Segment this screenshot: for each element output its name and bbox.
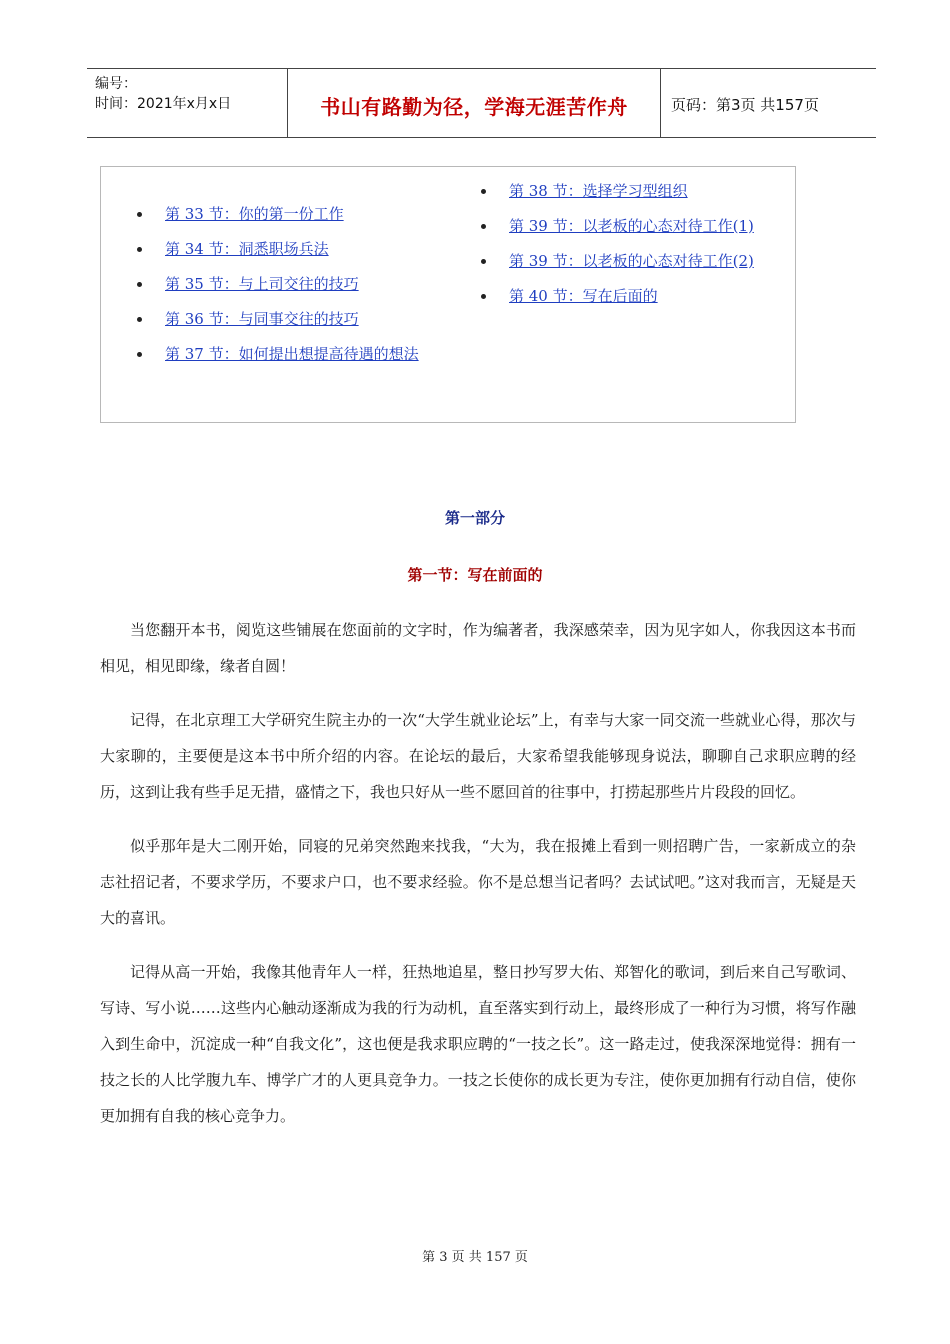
document-number-label: 编号： <box>95 76 137 92</box>
toc-link[interactable]: 第 37 节：如何提出想提高待遇的想法 <box>165 345 419 363</box>
document-time-label: 时间：2021年x月x日 <box>95 96 232 112</box>
header-info-cell <box>87 69 288 137</box>
header-page-number: 页码：第3页 共157页 <box>671 96 819 114</box>
chapter-title: 第一节：写在前面的 <box>407 566 543 584</box>
toc-link[interactable]: 第 36 节：与同事交往的技巧 <box>165 310 359 328</box>
toc-link[interactable]: 第 40 节：写在后面的 <box>509 287 658 305</box>
toc-link[interactable]: 第 39 节：以老板的心态对待工作(2) <box>509 252 754 270</box>
bullet-icon <box>481 189 486 194</box>
bullet-icon <box>481 224 486 229</box>
header-motto-cell <box>288 69 661 137</box>
header-motto: 书山有路勤为径，学海无涯苦作舟 <box>320 95 628 119</box>
toc-link[interactable]: 第 34 节：洞悉职场兵法 <box>165 240 329 258</box>
bullet-icon <box>137 247 142 252</box>
bullet-icon <box>137 352 142 357</box>
page-header <box>87 68 876 138</box>
bullet-icon <box>137 317 142 322</box>
bullet-icon <box>481 294 486 299</box>
bullet-icon <box>137 282 142 287</box>
paragraph: 记得从高一开始，我像其他青年人一样，狂热地追星，整日抄写罗大佑、郑智化的歌词，到后来自己写歌词、写诗、写小说……这些内心触动逐渐成为我的行为动机，直至落实到行动上，最终形成了一种行为习惯，将写作融入到生命中，沉淀成一种“自我文化”，这也便是我求职应聘的“一技之长”。这一路走过，使我深深地觉得：拥有一技之长的人比学腹九车、博学广才的人更具竞争力。一技之长使你的成长更为专注，使你更加拥有行动自信，使你更加拥有自我的核心竞争力。 <box>100 963 856 1125</box>
toc-link[interactable]: 第 35 节：与上司交往的技巧 <box>165 275 359 293</box>
paragraph: 记得，在北京理工大学研究生院主办的一次“大学生就业论坛”上，有幸与大家一同交流一些就业心得，那次与大家聊的，主要便是这本书中所介绍的内容。在论坛的最后，大家希望我能够现身说法，聊聊自己求职应聘的经历，这到让我有些手足无措，盛情之下，我也只好从一些不愿回首的往事中，打捞起那些片片段段的回忆。 <box>100 711 856 801</box>
bullet-icon <box>481 259 486 264</box>
header-page-cell <box>661 69 876 137</box>
body-text <box>100 612 856 1152</box>
toc-link[interactable]: 第 33 节：你的第一份工作 <box>165 205 344 223</box>
toc-link[interactable]: 第 39 节：以老板的心态对待工作(1) <box>509 217 754 235</box>
toc-link[interactable]: 第 38 节：选择学习型组织 <box>509 182 688 200</box>
part-title: 第一部分 <box>444 509 505 527</box>
page-footer: 第 3 页 共 157 页 <box>422 1250 528 1265</box>
table-of-contents <box>100 166 796 423</box>
paragraph: 似乎那年是大二刚开始，同寝的兄弟突然跑来找我，“大为，我在报摊上看到一则招聘广告，一家新成立的杂志社招记者，不要求学历，不要求户口，也不要求经验。你不是总想当记者吗？去试试吧。”这对我而言，无疑是天大的喜讯。 <box>100 837 856 927</box>
paragraph: 当您翻开本书，阅览这些铺展在您面前的文字时，作为编著者，我深感荣幸，因为见字如人，你我因这本书而相见，相见即缘，缘者自圆！ <box>100 621 856 675</box>
bullet-icon <box>137 212 142 217</box>
